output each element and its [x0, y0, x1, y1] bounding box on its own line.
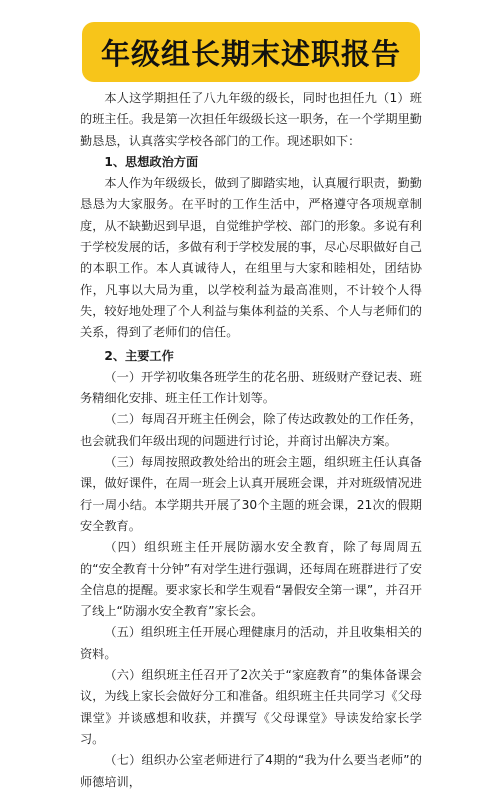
section-heading-main-work: 2、主要工作: [104, 348, 174, 363]
work-item-1: （一）开学初收集各班学生的花名册、班级财产登记表、班务精细化安排、班主任工作计划等。: [80, 369, 422, 406]
work-item-2: （二）每周召开班主任例会，除了传达政教处的工作任务，也会就我们年级出现的问题进行讨论，并商讨出解决方案。: [80, 412, 422, 448]
section-heading-ideology: 1、思想政治方面: [104, 154, 199, 169]
work-item-4: （四）组织班主任开展防溺水安全教育，除了每周周五的“安全教育十分钟”有对学生进行强调，还每周在班群进行了安全信息的提醒。要求家长和学生观看“暑假安全第一课”，并召开了线上“防溺水安全教育”家长会。: [80, 540, 422, 619]
document-title: 年级组长期末述职报告: [100, 36, 401, 71]
title-banner: [82, 22, 420, 82]
work-item-3: （三）每周按照政教处给出的班会主题，组织班主任认真备课，做好课件，在周一班会上认真开展班会课，并对班级情况进行一周小结。本学期共开展了30个主题的班会课，21次的假期安全教育。: [80, 455, 422, 533]
work-item-6: （六）组织班主任召开了2次关于“家庭教育”的集体备课会议，为线上家长会做好分工和准备。组织班主任共同学习《父母课堂》并谈感想和收获，并撰写《父母课堂》导读发给家长学习。: [80, 668, 422, 746]
work-item-7: （七）组织办公室老师进行了4期的“我为什么要当老师”的师德培训，: [80, 753, 422, 789]
document-body: [80, 88, 422, 793]
intro-paragraph: 本人这学期担任了八九年级的级长，同时也担任九（1）班的班主任。我是第一次担任年级级长这一职务，在一个学期里勤勤恳恳，认真落实学校各部门的工作。现述职如下：: [80, 91, 422, 148]
ideology-paragraph: 本人作为年级级长，做到了脚踏实地，认真履行职责，勤勤恳恳为大家服务。在平时的工作生活中，严格遵守各项规章制度，从不缺勤迟到早退，自觉维护学校、部门的形象。多说有利于学校发展的话，多做有利于学校发展的事，尽心尽职做好自己的本职工作。本人真诚待人，在组里与大家和睦相处，团结协作，凡事以大局为重，以学校利益为最高准则，不计较个人得失，较好地处理了个人利益与集体利益的关系、个人与老师们的关系，得到了老师们的信任。: [80, 176, 422, 340]
work-item-5: （五）组织班主任开展心理健康月的活动，并且收集相关的资料。: [80, 625, 422, 661]
